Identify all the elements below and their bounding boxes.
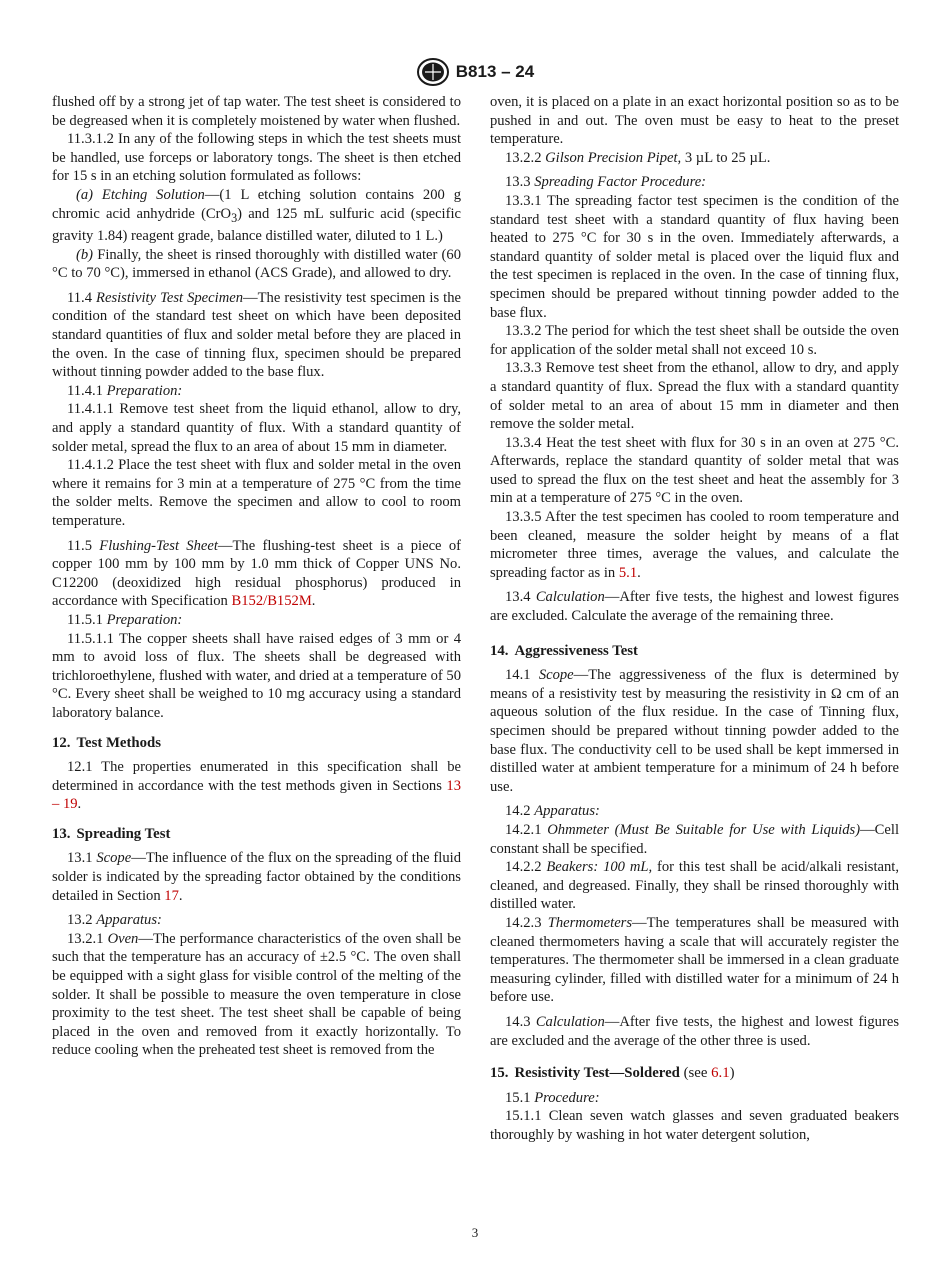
paragraph: 14.2.1 Ohmmeter (Must Be Suitable for Use with Liquids)—Cell constant shall be specified. bbox=[490, 821, 899, 857]
paragraph: 11.3.1.2 In any of the following steps in which the test sheets must be handled, use forceps or laboratory tongs. The sheet is then etched for 15 s in an etching solution formulated as follows: bbox=[52, 131, 461, 185]
reference-link[interactable]: 6.1 bbox=[711, 1065, 730, 1082]
paragraph: 13.2.2 Gilson Precision Pipet, 3 µL to 25 µL. bbox=[505, 149, 771, 166]
paragraph: 14.2 Apparatus: bbox=[505, 803, 600, 820]
paragraph: oven, it is placed on a plate in an exact horizontal position so as to be pushed in and out. The oven must be easy to heat to the preset temperature. bbox=[490, 94, 899, 148]
right-column bbox=[490, 93, 899, 1144]
paragraph: 13.1 Scope—The influence of the flux on the spreading of the fluid solder is indicated by the spreading factor obtained by the conditions detailed in Section 17. bbox=[52, 850, 461, 904]
paragraph: 13.3 Spreading Factor Procedure: bbox=[505, 174, 707, 191]
paragraph: 13.3.2 The period for which the test sheet shall be outside the oven for application of the solder metal shall not exceed 10 s. bbox=[490, 323, 899, 358]
reference-link[interactable]: 13 – 19 bbox=[52, 777, 461, 813]
paragraph: 13.2 Apparatus: bbox=[67, 912, 162, 929]
paragraph: 11.4.1 Preparation: bbox=[67, 382, 183, 399]
page-header bbox=[0, 57, 950, 87]
document-designation: B813 – 24 bbox=[455, 61, 535, 81]
paragraph: 15.1 Procedure: bbox=[505, 1089, 600, 1106]
paragraph: 14.1 Scope—The aggressiveness of the flux is determined by means of a resistivity test by measuring the resistivity in Ω cm of an aqueous solution of the flux residue. In the case of Tinning flux, specimen should be prepared without tinning powder added to the base flux. The conductivity cell to be used shall be kept immersed in distilled water at ambient temperature for a minimum of 24 h before use. bbox=[490, 667, 899, 795]
paragraph: 13.3.5 After the test specimen has cooled to room temperature and been cleaned, measure the solder height by means of a flat micrometer three times, average the values, and calculate the spreading factor as in 5.1. bbox=[490, 509, 899, 581]
astm-logo bbox=[416, 57, 450, 87]
section-heading: 15. Resistivity Test—Soldered (see 6.1) bbox=[490, 1065, 735, 1082]
reference-link[interactable]: 17 bbox=[164, 887, 179, 904]
paragraph: 13.2.1 Oven—The performance characteristics of the oven shall be such that the temperature has an accuracy of ±2.5 °C. The oven shall be equipped with a sight glass for visible control of the melting of the solder. It shall be possible to measure the oven temperature in close proximity to the test sheet. The test sheet shall be capable of being placed in the oven and removed from it exactly horizontally. To reduce cooling when the preheated test sheet is removed from the bbox=[52, 930, 462, 1059]
paragraph: 15.1.1 Clean seven watch glasses and seven graduated beakers thoroughly by washing in hot water detergent solution, bbox=[490, 1108, 899, 1143]
paragraph: 13.4 Calculation—After five tests, the highest and lowest figures are excluded. Calculate the average of the remaining three. bbox=[490, 589, 900, 625]
paragraph: 13.3.4 Heat the test sheet with flux for 30 s in an oven at 275 °C. Afterwards, replace the standard quantity of solder metal that was used to spread the flux on the test sheet and heat the assembly for 3 min at a temperature of 275 °C in the oven. bbox=[490, 434, 899, 507]
section-heading: 13. Spreading Test bbox=[52, 825, 171, 842]
reference-link[interactable]: 5.1 bbox=[618, 564, 638, 581]
page-number: 3 bbox=[471, 1225, 479, 1240]
paragraph: 11.5.1.1 The copper sheets shall have raised edges of 3 mm or 4 mm to avoid loss of flux. The sheets shall be degreased with trichloroethylene, flushed with water, and dried at a temperature of 50 °C. Every sheet shall be weighed to 10 mg accuracy using a standard laboratory balance. bbox=[52, 630, 461, 721]
paragraph: 12.1 The properties enumerated in this specification shall be determined in accordance with the test methods given in Sections 13 – 19. bbox=[52, 759, 461, 813]
paragraph: 14.2.3 Thermometers—The temperatures shall be measured with cleaned thermometers having a scale that will accurately register the temperatures. The thermometer shall be immersed in a clean graduate measuring cylinder, filled with distilled water for a minimum of 24 h before use. bbox=[490, 914, 899, 1006]
paragraph: 11.4.1.2 Place the test sheet with flux and solder metal in the oven where it remains for 3 min at a temperature of 275 °C from the time the solder melts. Remove the specimen and allow to cool to room temperature. bbox=[52, 457, 461, 529]
paragraph: 14.2.2 Beakers: 100 mL, for this test shall be acid/alkali resistant, cleaned, and degreased. Finally, they shall be rinsed thoroughly with distilled water. bbox=[490, 859, 899, 913]
section-heading: 14. Aggressiveness Test bbox=[490, 642, 638, 659]
paragraph: 11.4 Resistivity Test Specimen—The resistivity test specimen is the condition of the standard test sheet on which have been deposited standard quantities of flux and solder metal before they are placed in the oven. In the case of tinning flux, specimen should be prepared without tinning powder added to the base flux. bbox=[52, 289, 461, 381]
section-heading: 12. Test Methods bbox=[52, 734, 162, 751]
paragraph: (a) Etching Solution—(1 L etching solution contains 200 g chromic acid anhydride (CrO$_3$) and 125 mL sulfuric acid (specific gravity 1.84) reagent grade, balance distilled water, diluted to 1 L.) bbox=[52, 186, 461, 245]
paragraph: 11.5.1 Preparation: bbox=[67, 611, 183, 628]
paragraph: 13.3.1 The spreading factor test specimen is the condition of the standard test sheet with a standard quantity of flux having been heated to 275 °C for 30 s in the oven. Immediately afterwards, a standard quantity of solder metal is placed over the liquid flux and the test specimen is replaced in the oven. In the case of tinning flux, specimen should be prepared without tinning powder added to the base flux. bbox=[490, 192, 899, 321]
paragraph: 11.5 Flushing-Test Sheet—The flushing-test sheet is a piece of copper 100 mm by 100 mm by 1.0 mm thick of Copper UNS No. C12200 (deoxidized high residual phosphorus) produced in accordance with Specification B152/B152M. bbox=[52, 537, 461, 610]
left-column bbox=[52, 93, 461, 1060]
reference-link[interactable]: B152/B152M bbox=[231, 593, 312, 610]
paragraph: 14.3 Calculation—After five tests, the highest and lowest figures are excluded and the average of the other three is used. bbox=[490, 1013, 900, 1049]
paragraph: (b) Finally, the sheet is rinsed thoroughly with distilled water (60 °C to 70 °C), immersed in ethanol (ACS Grade), and allowed to dry. bbox=[52, 246, 461, 282]
paragraph: 11.4.1.1 Remove test sheet from the liquid ethanol, allow to dry, and apply a standard quantity of flux. With a standard quantity of solder metal, spread the flux to an area of about 15 mm in diameter. bbox=[52, 401, 461, 455]
paragraph: flushed off by a strong jet of tap water. The test sheet is considered to be degreased when it is completely moistened by water when flushed. bbox=[52, 94, 461, 129]
paragraph: 13.3.3 Remove test sheet from the ethanol, allow to dry, and apply a standard quantity of flux. Spread the flux with a standard quantity of solder metal to an area of about 15 mm in diameter and then remove the solder metal. bbox=[490, 360, 899, 433]
